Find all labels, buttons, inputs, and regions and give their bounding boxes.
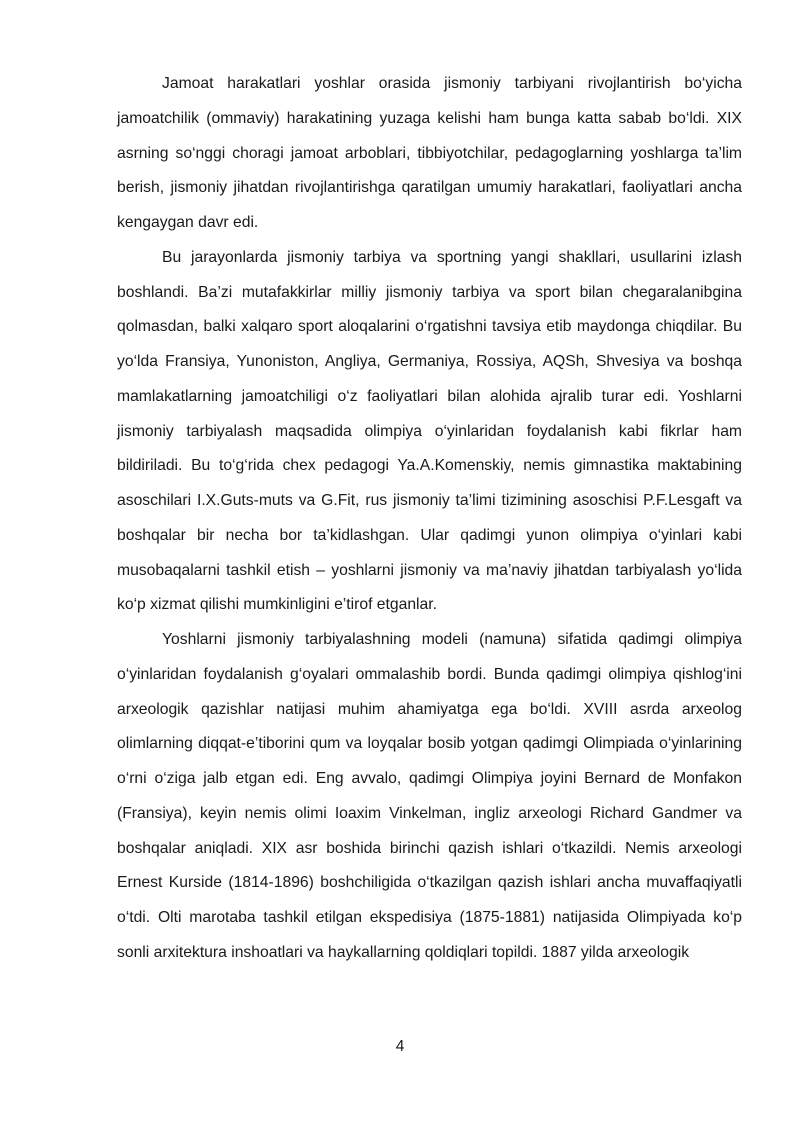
paragraph-3: Yoshlarni jismoniy tarbiyalashning modeli (namuna) sifatida qadimgi olimpiya o‘yinlaridan foydalanish g‘oyalari ommalashib bordi. Bunda qadimgi olimpiya qishlog‘ini arxeologik qazishlar natijasi muhim ahamiyatga ega bo‘ldi. XVIII asrda arxeolog olimlarning diqqat-e’tiborini qum va loyqalar bosib yotgan qadimgi Olimpiada o‘yinlarining o‘rni o‘ziga jalb etgan edi. Eng avvalo, qadimgi Olimpiya joyini Bernard de Monfakon (Fransiya), keyin nemis olimi Ioaxim Vinkelman, ingliz arxeologi Richard Gandmer va boshqalar aniqladi. XIX asr boshida birinchi qazish ishlari o‘tkazildi. Nemis arxeologi Ernest Kurside (1814-1896) boshchiligida o‘tkazilgan qazish ishlari ancha muvaffaqiyatli o‘tdi. Olti marotaba tashkil etilgan ekspedisiya (1875-1881) natijasida Olimpiyada ko‘p sonli arxitektura inshoatlari va haykallarning qoldiqlari topildi. 1887 yilda arxeologik xyxy=(117,631,742,961)
paragraph-1: Jamoat harakatlari yoshlar orasida jismoniy tarbiyani rivojlantirish bo‘yicha jamoatchilik (ommaviy) harakatining yuzaga kelishi ham bunga katta sabab bo‘ldi. XIX asrning so‘nggi choragi jamoat arboblari, tibbiyotchilar, pedagoglarning yoshlarga ta’lim berish, jismoniy jihatdan rivojlantirishga qaratilgan umumiy harakatlari, faoliyatlari ancha kengaygan davr edi. xyxy=(117,75,742,231)
paragraph-2: Bu jarayonlarda jismoniy tarbiya va sportning yangi shakllari, usullarini izlash boshlandi. Ba’zi mutafakkirlar milliy jismoniy tarbiya va sport bilan chegaralanibgina qolmasdan, balki xalqaro sport aloqalarini o‘rgatishni tavsiya etib maydonga chiqdilar. Bu yo‘lda Fransiya, Yunoniston, Angliya, Germaniya, Rossiya, AQSh, Shvesiya va boshqa mamlakatlarning jamoatchiligi o‘z faoliyatlari bilan alohida ajralib turar edi. Yoshlarni jismoniy tarbiyalash maqsadida olimpiya o‘yinlaridan foydalanish kabi fikrlar ham bildiriladi. Bu to‘g‘rida chex pedagogi Ya.A.Komenskiy, nemis gimnastika maktabining asoschilari I.X.Guts-muts va G.Fit, rus jismoniy ta’limi tizimining asoschisi P.F.Lesgaft va boshqalar bir necha bor ta’kidlashgan. Ular qadimgi yunon olimpiya o‘yinlari kabi musobaqalarni tashkil etish – yoshlarni jismoniy va ma’naviy jihatdan tarbiyalash yo‘lida ko‘p xizmat qilishi mumkinligini e’tirof etganlar. xyxy=(117,248,742,614)
page-number: 4 xyxy=(395,1038,405,1055)
document-body xyxy=(117,67,742,971)
